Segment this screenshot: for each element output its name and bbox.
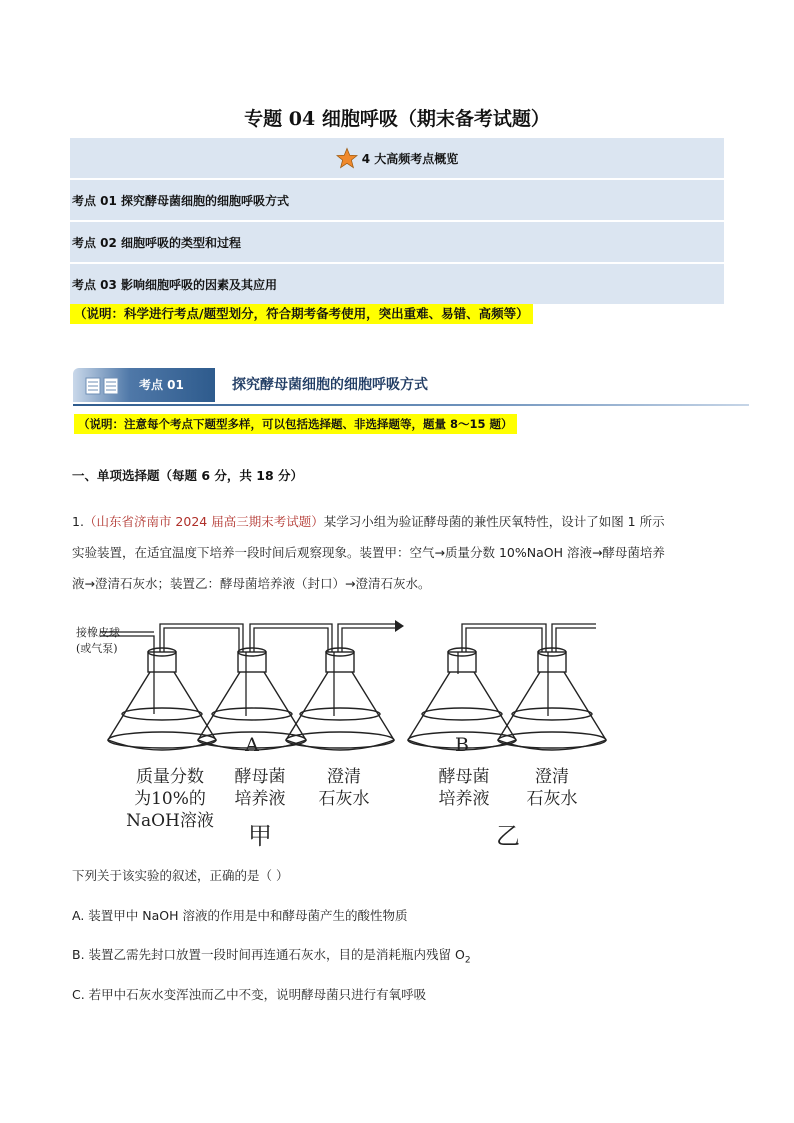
overview-table (70, 138, 724, 306)
yeast-label: 酵母菌 (438, 767, 490, 787)
flask-lime-yi (498, 648, 606, 750)
section-banner (73, 368, 215, 402)
question-line: 实验装置，在适宜温度下培养一段时间后观察现象。装置甲：空气→质量分数 10%NaOH 溶液→酵母菌培养 (72, 545, 665, 560)
section-tag: 考点 01 (139, 378, 184, 392)
overview-header-label: 4 大高频考点概览 (361, 151, 459, 166)
overview-item: 考点 03 影响细胞呼吸的因素及其应用 (70, 264, 724, 306)
option-b-subscript: 2 (464, 955, 471, 966)
apparatus-figure (70, 604, 610, 854)
question-text (72, 506, 726, 599)
lime-label: 石灰水 (526, 789, 578, 809)
option-b-text: B. 装置乙需先封口放置一段时间再连通石灰水，目的是消耗瓶内残留 O (72, 947, 465, 962)
setup-yi-label: 乙 (496, 822, 520, 850)
naoh-label: 为10%的 (134, 789, 206, 809)
yeast-label: 培养液 (234, 789, 286, 809)
option-a: A. 装置甲中 NaOH 溶液的作用是中和酵母菌产生的酸性物质 (72, 908, 408, 923)
yeast-label: 酵母菌 (234, 767, 286, 787)
note-highlight: （说明：科学进行考点/题型划分，符合期考备考使用，突出重难、易错、高频等） (70, 304, 533, 324)
page-title: 专题 04 细胞呼吸（期末备考试题） (244, 108, 550, 130)
question-line: 某学习小组为验证酵母菌的兼性厌氧特性，设计了如图 1 所示 (323, 514, 665, 529)
tubes-yi (458, 624, 596, 716)
question-stem: 下列关于该实验的叙述，正确的是（ ） (72, 868, 289, 883)
setup-jia-label: 甲 (248, 822, 272, 850)
question-number: 1. (72, 514, 84, 529)
tubes-jia (100, 620, 404, 716)
flask-naoh (108, 648, 216, 750)
naoh-label: 质量分数 (136, 767, 204, 787)
pump-label: 接橡皮球 (76, 626, 120, 639)
lime-label: 石灰水 (318, 789, 370, 809)
naoh-label: NaOH溶液 (126, 811, 214, 831)
overview-item: 考点 01 探究酵母菌细胞的细胞呼吸方式 (70, 180, 724, 222)
flask-a-label: A (245, 734, 259, 756)
lime-label: 澄清 (535, 767, 569, 787)
section-divider (73, 404, 749, 406)
question-line: 液→澄清石灰水；装置乙：酵母菌培养液（封口）→澄清石灰水。 (72, 576, 431, 591)
option-c: C. 若甲中石灰水变浑浊而乙中不变，说明酵母菌只进行有氧呼吸 (72, 987, 427, 1002)
option-b (72, 945, 471, 966)
book-icon (85, 377, 119, 395)
question-source: （山东省济南市 2024 届高三期末考试题） (83, 514, 324, 529)
lime-label: 澄清 (327, 767, 361, 787)
pump-label: (或气泵) (76, 642, 118, 655)
overview-header (70, 138, 724, 180)
note-highlight-2: （说明：注意每个考点下题型多样，可以包括选择题、非选择题等，题量 8～15 题） (74, 414, 517, 434)
star-icon (336, 147, 358, 169)
overview-item: 考点 02 细胞呼吸的类型和过程 (70, 222, 724, 264)
section-title: 探究酵母菌细胞的细胞呼吸方式 (232, 377, 428, 393)
flask-lime-jia (286, 648, 394, 750)
part-heading: 一、单项选择题（每题 6 分，共 18 分） (72, 468, 304, 483)
yeast-label: 培养液 (438, 789, 490, 809)
flask-b-label: B (455, 734, 469, 756)
